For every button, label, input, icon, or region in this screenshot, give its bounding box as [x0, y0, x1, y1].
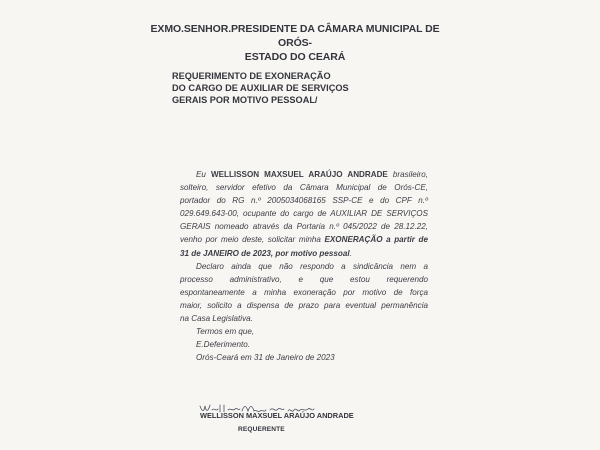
- closing-line-1: Termos em que,: [196, 327, 255, 337]
- paragraph-1-line-4: 029.649.643-00, ocupante do cargo de AUXILIAR DE SERVIÇOS: [180, 209, 428, 219]
- addressee-heading: [150, 22, 440, 64]
- signature-role: REQUERENTE: [238, 426, 285, 433]
- request-subject: [172, 70, 349, 107]
- subject-line-1: REQUERIMENTO DE EXONERAÇÃO: [172, 71, 331, 81]
- paragraph-1-line-6: [180, 233, 428, 246]
- paragraph-2-line-5: na Casa Legislativa.: [180, 314, 253, 324]
- signature-block: [196, 402, 354, 433]
- paragraph-2-line-1: Declaro ainda que não respondo a sindicância nem a: [196, 261, 428, 271]
- paragraph-1-line-2: solteiro, servidor efetivo da Câmara Municipal de Orós-CE,: [180, 183, 428, 193]
- place-and-date: Orós-Ceará em 31 de Janeiro de 2023: [196, 353, 335, 363]
- closing-line-2: E.Deferimento.: [196, 340, 250, 350]
- letter-body: [180, 168, 428, 364]
- subject-line-2: DO CARGO DE AUXILIAR DE SERVIÇOS: [172, 83, 349, 94]
- request-text: venho por meio deste, solicitar minha: [180, 235, 325, 245]
- exoneration-date: 31 de JANEIRO de 2023, por motivo pessoal: [180, 248, 350, 258]
- paragraph-2-line-4: maior, solicito a dispensa de prazo para eventual permanência: [180, 300, 428, 310]
- exoneration-emphasis: EXONERAÇÃO a partir de: [324, 235, 428, 245]
- period-mark: .: [349, 248, 352, 258]
- paragraph-2-line-2: processo administrativo, e que estou requerendo: [180, 274, 428, 284]
- paragraph-1-line-7: [180, 247, 428, 260]
- requester-name: WELLISSON MAXSUEL ARAÚJO ANDRADE: [210, 170, 388, 179]
- signature-name: WELLISSON MAXSUEL ARAÚJO ANDRADE: [200, 411, 354, 420]
- paragraph-2-line-3: espontaneamente a minha exoneração por motivo de força: [180, 287, 428, 297]
- intro-pronoun: Eu: [196, 170, 211, 179]
- subject-line-3: GERAIS POR MOTIVO PESSOAL/: [172, 95, 318, 106]
- paragraph-1-line-1: [180, 168, 428, 181]
- addressee-line-1: EXMO.SENHOR.PRESIDENTE DA CÂMARA MUNICIPAL DE ORÓS-: [150, 23, 440, 49]
- nationality: brasileiro,: [387, 170, 428, 179]
- paragraph-1-line-3: portador do RG n.º 20050340681​65 SSP-CE e do CPF n.º: [180, 196, 428, 206]
- paragraph-1-line-5: GERAIS nomeado através da Portaria n.º 045/2022 de 28.12.22,: [180, 222, 428, 232]
- addressee-line-2: ESTADO DO CEARÁ: [244, 51, 346, 63]
